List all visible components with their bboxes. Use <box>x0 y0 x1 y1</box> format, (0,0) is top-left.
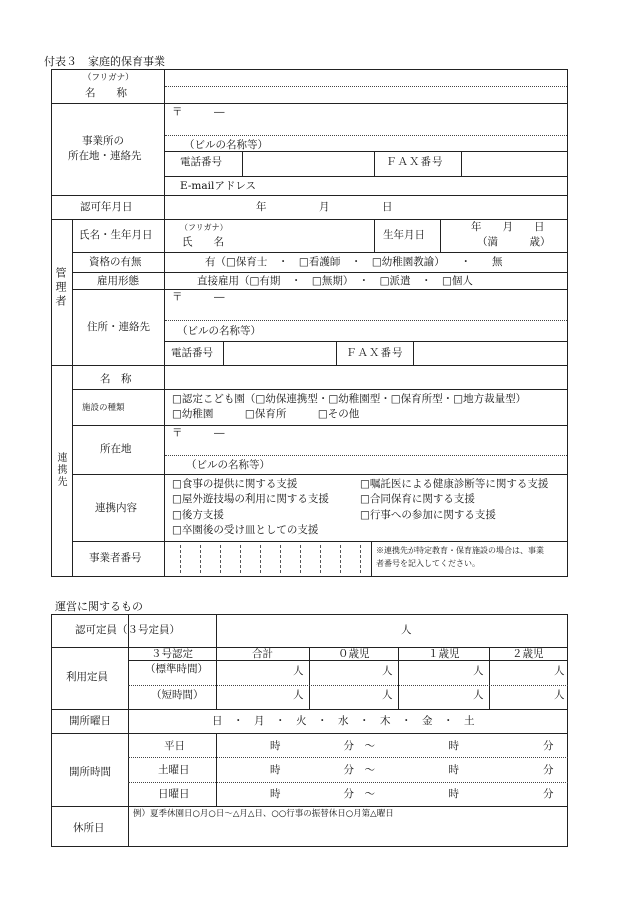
phone-label: 電話番号 <box>180 156 222 168</box>
capacity-field[interactable] <box>218 616 566 645</box>
manager-postal-mark: 〒 ― <box>172 291 225 303</box>
facility-name-field[interactable] <box>166 87 566 102</box>
holidays-example: 例）夏季休園日○月○日～△月△日、○○行事の振替休日○月第△曜日 <box>133 809 394 819</box>
std-age0-unit: 人 <box>382 665 393 677</box>
row-short-label: （短時間） <box>151 689 204 701</box>
content-opt-4[interactable]: □合同保育に関する支援 <box>360 493 475 505</box>
manager-fax-label: ＦＡＸ番号 <box>346 347 404 359</box>
furigana-label: （フリガナ） <box>83 73 134 83</box>
capacity-label: 認可定員（３号定員） <box>75 624 180 636</box>
business-number-note-1: ※連携先が特定教育・保育施設の場合は、事業 <box>376 546 544 555</box>
content-opt-7[interactable]: □卒園後の受け皿としての支援 <box>172 524 319 536</box>
manager-address-label: 住所・連絡先 <box>87 321 150 333</box>
header-age0: ０歳児 <box>338 648 370 660</box>
header-cert3: ３号認定 <box>151 648 193 660</box>
open-hours-label: 開所時間 <box>69 766 111 778</box>
content-opt-1[interactable]: □食事の提供に関する支援 <box>172 478 298 490</box>
manager-label: 管理者 <box>54 267 67 309</box>
content-opt-3[interactable]: □屋外遊技場の利用に関する支援 <box>172 493 329 505</box>
weekday-label: 平日 <box>164 740 185 752</box>
manager-furigana-label: （フリガナ） <box>180 223 228 232</box>
partner-name-field[interactable] <box>166 367 566 388</box>
qualification-label: 資格の有無 <box>89 256 142 268</box>
short-age1-unit: 人 <box>473 689 484 701</box>
manager-shimei-label: 氏 名 <box>182 236 224 248</box>
short-total-unit: 人 <box>293 689 304 701</box>
saturday-label: 土曜日 <box>158 764 190 776</box>
birth-date-label: 生年月日 <box>383 229 425 241</box>
open-days-options[interactable]: 日 ・ 月 ・ 火 ・ 水 ・ 木 ・ 金 ・ 土 <box>212 715 475 727</box>
qualification-options[interactable]: 有（□保育士 ・ □看護師 ・ □幼稚園教諭） ・ 無 <box>205 256 503 268</box>
std-age2-unit: 人 <box>554 665 565 677</box>
holidays-label: 休所日 <box>73 822 105 834</box>
approval-date-parts: 年 月 日 <box>256 201 393 213</box>
row-standard-label: （標準時間） <box>145 663 208 675</box>
manager-phone-label: 電話番号 <box>171 347 213 359</box>
business-number-label: 事業者番号 <box>89 552 142 564</box>
facility-name-label: 名 称 <box>85 87 127 99</box>
sunday-label: 日曜日 <box>158 788 190 800</box>
manager-name-birth-label: 氏名・生年月日 <box>79 229 153 241</box>
capacity-unit: 人 <box>401 624 412 636</box>
std-total-unit: 人 <box>293 665 304 677</box>
manager-fax-field[interactable] <box>414 342 567 364</box>
partner-postal-mark: 〒 ― <box>172 427 225 439</box>
header-total: 合計 <box>252 648 273 660</box>
office-phone-field[interactable] <box>243 152 373 175</box>
partner-type-label: 施設の種類 <box>82 403 125 413</box>
partner-name-label: 名 称 <box>100 373 132 385</box>
content-opt-5[interactable]: □後方支援 <box>172 509 224 521</box>
content-opt-2[interactable]: □嘱託医による健康診断等に関する支援 <box>360 478 549 490</box>
header-age2: ２歳児 <box>512 648 544 660</box>
postal-mark: 〒 ― <box>172 106 225 118</box>
partner-content-label: 連携内容 <box>95 502 137 514</box>
approval-date-label: 認可年月日 <box>80 201 133 213</box>
partner-label: 連携先 <box>55 452 66 488</box>
manager-phone-field[interactable] <box>224 342 335 364</box>
partner-type-line1[interactable]: □認定こども園（□幼保連携型・□幼稚園型・□保育所型・□地方裁量型） <box>172 393 527 405</box>
short-age2-unit: 人 <box>554 689 565 701</box>
email-label: E-mailアドレス <box>180 180 257 192</box>
holidays-field[interactable] <box>130 822 566 845</box>
manager-building-label: （ビルの名称等） <box>177 325 261 337</box>
birth-ymd: 年 月 日 <box>471 221 545 233</box>
partner-type-line2[interactable]: □幼稚園 □保育所 □その他 <box>172 408 360 420</box>
std-age1-unit: 人 <box>473 665 484 677</box>
fax-label: ＦＡＸ番号 <box>386 156 444 168</box>
open-days-label: 開所曜日 <box>69 715 111 727</box>
employment-options[interactable]: 直接雇用（□有期 ・ □無期） ・ □派遣 ・ □個人 <box>197 275 473 287</box>
document-title: 付表３ 家庭的保育事業 <box>44 55 165 68</box>
office-fax-field[interactable] <box>462 152 567 175</box>
header-age1: １歳児 <box>428 648 460 660</box>
saturday-time[interactable]: 時 分 ～ 時 分 <box>270 764 554 776</box>
building-label: （ビルの名称等） <box>184 139 268 151</box>
sunday-time[interactable]: 時 分 ～ 時 分 <box>270 788 554 800</box>
weekday-time[interactable]: 時 分 ～ 時 分 <box>270 740 554 752</box>
office-address-label-2: 所在地・連絡先 <box>68 150 142 162</box>
section-operation-heading: 運営に関するもの <box>55 600 143 613</box>
office-address-label: 事業所の <box>82 135 124 147</box>
usage-capacity-label: 利用定員 <box>66 671 108 683</box>
short-age0-unit: 人 <box>382 689 393 701</box>
business-number-field[interactable] <box>166 543 370 575</box>
employment-label: 雇用形態 <box>97 275 139 287</box>
content-opt-6[interactable]: □行事への参加に関する支援 <box>360 509 496 521</box>
partner-building-label: （ビルの名称等） <box>186 459 270 471</box>
business-number-note-2: 者番号を記入してください。 <box>376 559 480 568</box>
partner-address-label: 所在地 <box>100 443 132 455</box>
birth-age: （満 歳） <box>477 236 551 248</box>
